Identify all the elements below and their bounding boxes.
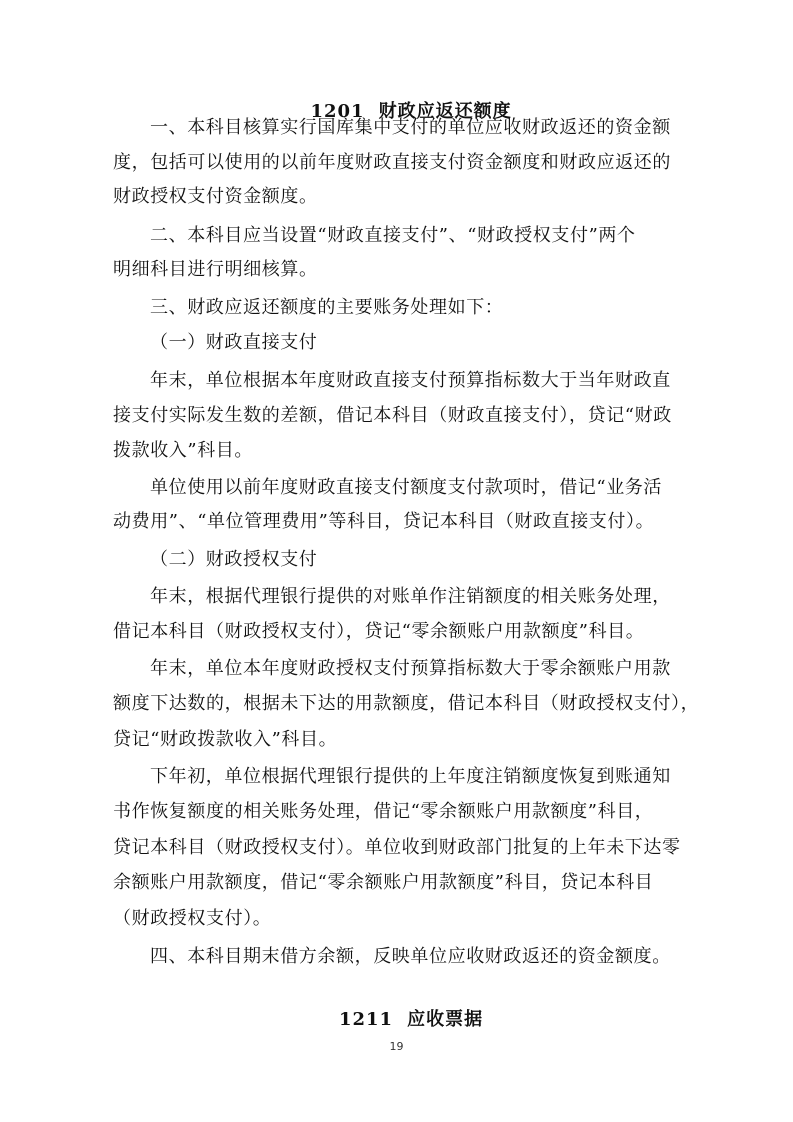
text-line: 四、本科目期末借方余额，反映单位应收财政返还的资金额度。 xyxy=(150,946,671,967)
text-line: 单位使用以前年度财政直接支付额度支付款项时，借记“业务活 xyxy=(150,477,662,498)
text-line: 年末，单位根据本年度财政直接支付预算指标数大于当年财政直 xyxy=(150,370,671,391)
text-line: （财政授权支付）。 xyxy=(113,908,272,929)
text-line: 财政授权支付资金额度。 xyxy=(113,186,318,207)
text-line: 贷记“财政拨款收入”科目。 xyxy=(113,729,338,750)
text-line: 书作恢复额度的相关账务处理，借记“零余额账户用款额度”科目， xyxy=(113,801,654,822)
section-title: 财政应返还额度 xyxy=(378,101,512,122)
section-code: 1201 xyxy=(310,101,365,122)
text-line: 借记本科目（财政授权支付），贷记“零余额账户用款额度”科目。 xyxy=(113,621,645,642)
text-line: 拨款收入”科目。 xyxy=(113,440,254,461)
section-title: 应收票据 xyxy=(407,1009,484,1030)
text-line: 明细科目进行明细核算。 xyxy=(113,259,318,280)
text-line: 贷记本科目（财政授权支付）。单位收到财政部门批复的上年未下达零 xyxy=(113,837,681,858)
text-line: 额度下达数的，根据未下达的用款额度，借记本科目（财政授权支付）， xyxy=(113,693,700,714)
text-line: 年末，单位本年度财政授权支付预算指标数大于零余额账户用款 xyxy=(150,658,671,679)
page-number: 19 xyxy=(389,1040,404,1053)
text-line: 余额账户用款额度，借记“零余额账户用款额度”科目，贷记本科目 xyxy=(113,872,654,893)
text-line: 二、本科目应当设置“财政直接支付”、“财政授权支付”两个 xyxy=(150,225,636,246)
text-line: 一、本科目核算实行国库集中支付的单位应收财政返还的资金额 xyxy=(150,117,671,138)
text-line: 下年初，单位根据代理银行提供的上年度注销额度恢复到账通知 xyxy=(150,766,671,787)
text-line: 度，包括可以使用的以前年度财政直接支付资金额度和财政应返还的 xyxy=(113,152,671,173)
subsection-heading: （一）财政直接支付 xyxy=(150,332,318,353)
text-line: 接支付实际发生数的差额，借记本科目（财政直接支付），贷记“财政 xyxy=(113,405,672,426)
text-line: 三、财政应返还额度的主要账务处理如下： xyxy=(150,297,504,318)
subsection-heading: （二）财政授权支付 xyxy=(150,549,318,570)
section-code: 1211 xyxy=(338,1009,394,1030)
text-line: 年末，根据代理银行提供的对账单作注销额度的相关账务处理， xyxy=(150,586,671,607)
text-line: 动费用”、“单位管理费用”等科目，贷记本科目（财政直接支付）。 xyxy=(113,511,655,532)
